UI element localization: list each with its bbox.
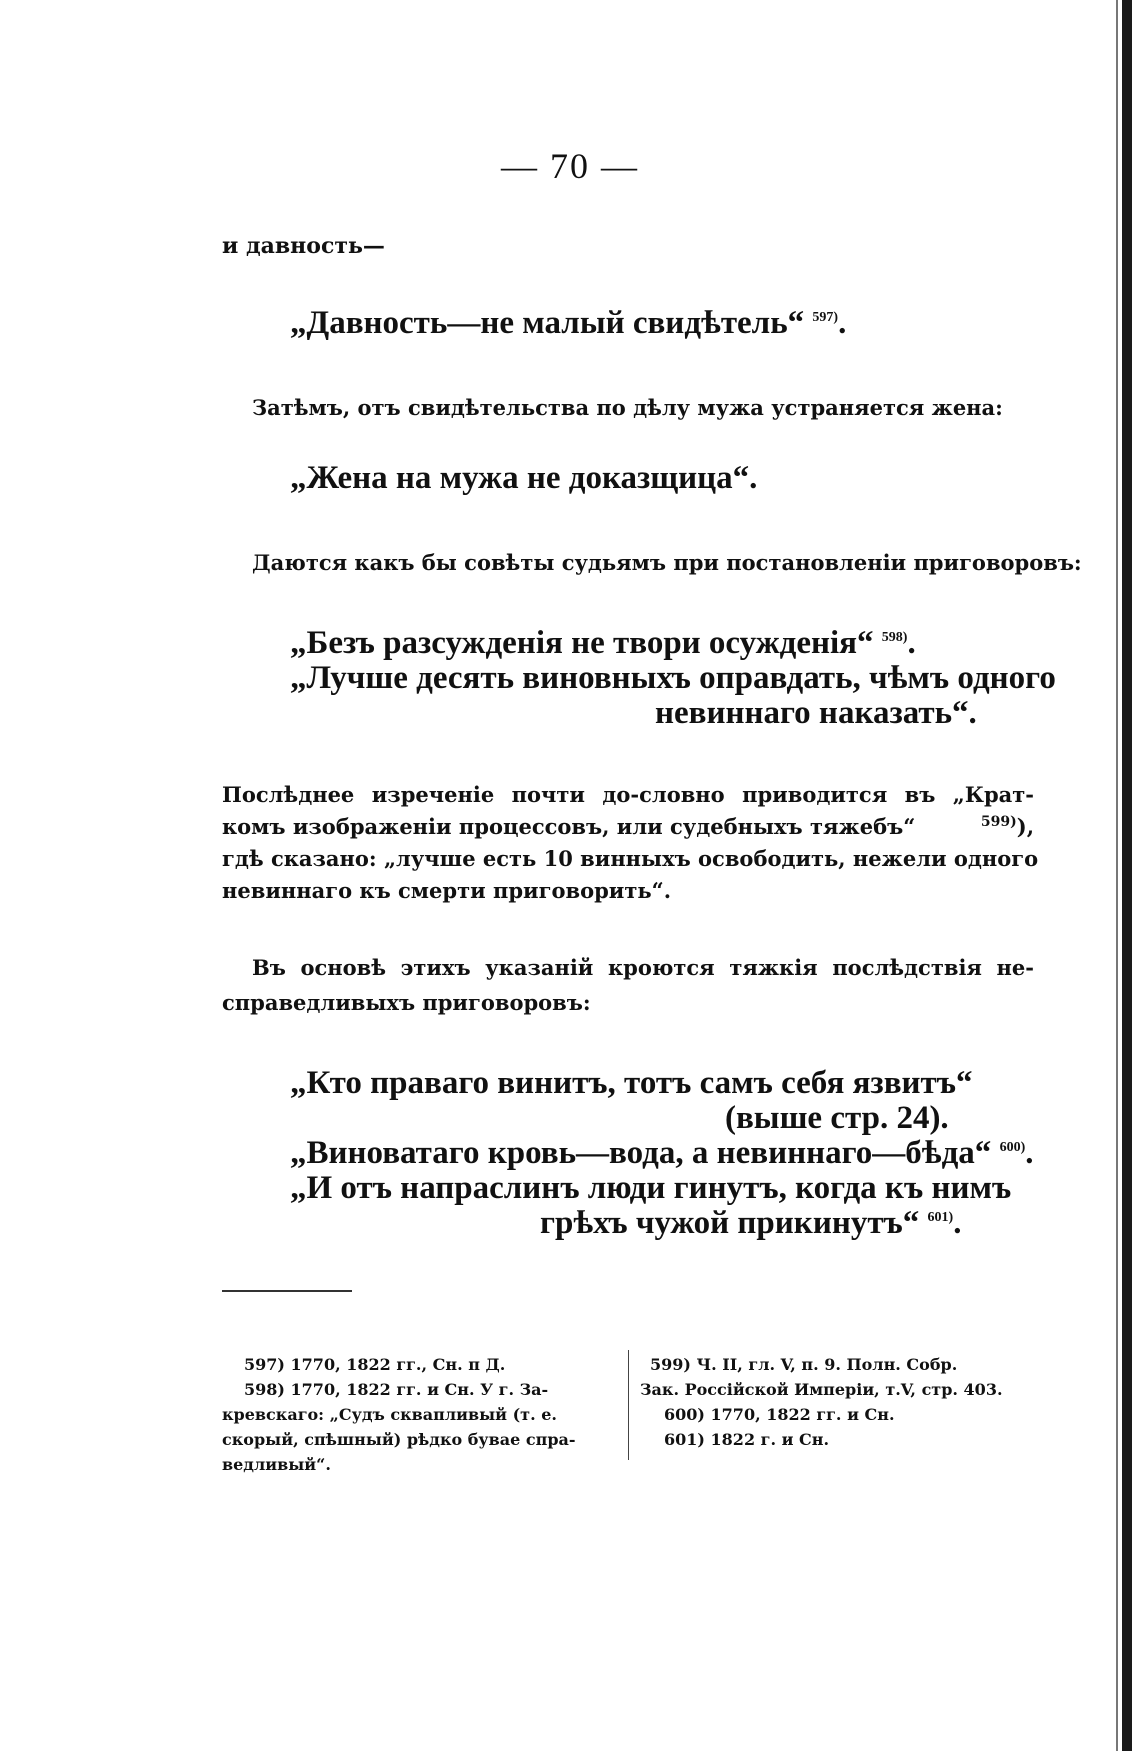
footnote-left-4: скорый, спѣшный) рѣдко бувае спра- [222,1430,576,1449]
quote-5-line-2: (выше стр. 24). [725,1100,949,1136]
quote-3-period: . [907,625,916,661]
footnote-left-1: 597) 1770, 1822 гг., Сн. п Д. [244,1355,506,1374]
paragraph-3-line-1: Послѣднее изреченіе почти до-словно приводится въ „Крат- [222,782,1034,807]
paragraph-3-line-2-end [981,814,1034,839]
footnote-right-2: Зак. Россійской Имперіи, т.V, стр. 403. [640,1380,1003,1399]
quote-5-line-1: „Кто праваго винитъ, тотъ самъ себя язвитъ“ [290,1065,973,1101]
quote-2: „Жена на мужа не доказщица“. [290,460,758,496]
paragraph-3-comma: , [1026,814,1034,839]
paragraph-1: Затѣмъ, отъ свидѣтельства по дѣлу мужа устраняется жена: [252,395,1003,420]
footnote-left-3: кревскаго: „Судъ сквапливый (т. е. [222,1405,557,1424]
quote-4-line-2: невиннаго наказать“. [655,695,977,731]
paragraph-3-line-2-text: комъ изображеніи процессовъ, или судебныхъ тяжебъ“ [222,814,916,839]
footnote-right-1: 599) Ч. II, гл. V, п. 9. Полн. Собр. [650,1355,958,1374]
footnote-column-separator [628,1350,629,1460]
footnote-ref-597: 597) [812,310,839,325]
quote-7-line-1: „И отъ напраслинъ люди гинутъ, когда къ нимъ [290,1170,1012,1206]
footnote-ref-600: 600) [999,1140,1026,1155]
paragraph-3-line-2 [222,814,1034,839]
quote-1 [290,305,846,342]
paragraph-4-line-1: Въ основѣ этихъ указаній кроются тяжкія послѣдствія не- [252,955,1034,980]
quote-7-text: грѣхъ чужой прикинутъ“ [540,1205,920,1241]
quote-6-period: . [1025,1135,1034,1171]
quote-7-period: . [953,1205,962,1241]
quote-1-text: „Давность—не малый свидѣтель“ [290,305,805,341]
quote-6-text: „Виноватаго кровь—вода, а невиннаго—бѣда“ [290,1135,992,1171]
quote-1-period: . [838,305,847,341]
quote-3-text: „Безъ разсужденія не твори осужденія“ [290,625,874,661]
page-number: — 70 — [501,146,639,186]
footnote-right-4: 601) 1822 г. и Сн. [664,1430,830,1449]
footnote-left-5: ведливый“. [222,1455,331,1474]
page-edge-line [1116,0,1118,1751]
quote-7-line-2 [540,1205,961,1242]
footnote-right-3: 600) 1770, 1822 гг. и Сн. [664,1405,895,1424]
paragraph-2: Даются какъ бы совѣты судьямъ при постановленіи приговоровъ: [252,550,1082,575]
footnote-ref-599: 599) [980,814,1017,830]
quote-6 [290,1135,1033,1172]
footnote-ref-599-paren: ) [1016,814,1027,839]
footnote-ref-598: 598) [881,630,908,645]
footnote-ref-601: 601) [927,1210,954,1225]
page-edge-shadow [1122,0,1132,1751]
quote-3 [290,625,916,662]
footnote-left-2: 598) 1770, 1822 гг. и Сн. У г. За- [244,1380,549,1399]
quote-4-line-1: „Лучше десять виновныхъ оправдать, чѣмъ одного [290,660,1056,696]
paragraph-4-line-2: справедливыхъ приговоровъ: [222,990,591,1015]
footnote-divider [222,1290,352,1292]
paragraph-3-line-4: невиннаго къ смерти приговорить“. [222,878,672,903]
paragraph-3-line-3: гдѣ сказано: „лучше есть 10 винныхъ освободить, нежели одного [222,846,1039,871]
intro-text: и давность— [222,233,385,259]
